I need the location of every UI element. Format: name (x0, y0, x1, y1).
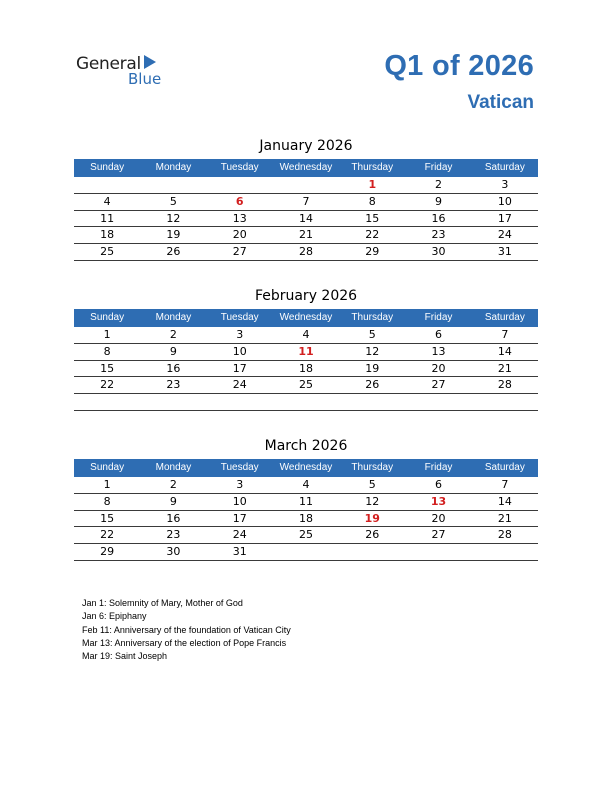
day-cell: 12 (365, 344, 380, 358)
day-cell: 4 (103, 194, 111, 208)
week-row (74, 394, 538, 411)
weekday-label: Tuesday (220, 162, 259, 173)
week-row (74, 527, 538, 544)
weekday-label: Saturday (484, 312, 525, 323)
day-cell: 3 (236, 478, 244, 491)
day-cell: 10 (497, 194, 512, 208)
day-cell: 17 (232, 511, 247, 525)
day-cell: 16 (166, 511, 181, 525)
month-calendar (74, 137, 538, 261)
day-cell: 13 (431, 344, 446, 358)
generalblue-logo (76, 52, 176, 92)
day-cell: 26 (166, 245, 181, 259)
day-cell: 27 (232, 245, 247, 259)
day-cell: 20 (431, 511, 446, 525)
day-cell: 8 (103, 494, 111, 508)
weekday-header (74, 309, 538, 327)
logo-flag-icon (142, 54, 158, 70)
week-row (74, 194, 538, 211)
holiday-note: Feb 11: Anniversary of the foundation of Vatican City (82, 624, 291, 635)
day-cell: 30 (166, 545, 181, 559)
weekday-header (74, 459, 538, 477)
week-row (74, 361, 538, 378)
day-cell (339, 394, 405, 410)
day-cell: 18 (100, 228, 115, 242)
day-cell: 18 (298, 361, 313, 375)
weekday-label: Tuesday (220, 312, 259, 323)
day-cell: 24 (497, 228, 512, 242)
day-cell (472, 544, 538, 560)
logo-blue-text: Blue (128, 70, 162, 88)
weekday-label: Wednesday (279, 162, 333, 173)
week-row (74, 494, 538, 511)
day-cell: 1 (103, 478, 111, 491)
day-cell: 13 (232, 211, 247, 225)
day-cell: 21 (497, 511, 512, 525)
week-row (74, 544, 538, 561)
day-cell: 5 (368, 328, 376, 341)
day-cell (273, 544, 339, 560)
day-cell: 19 (365, 361, 380, 375)
day-cell: 3 (501, 178, 509, 191)
day-cell: 24 (232, 528, 247, 542)
day-cell (472, 394, 538, 410)
day-cell: 25 (298, 528, 313, 542)
holiday-note: Jan 1: Solemnity of Mary, Mother of God (82, 598, 243, 608)
week-row (74, 511, 538, 528)
month-calendar (74, 287, 538, 411)
day-cell: 4 (302, 328, 310, 341)
day-cell: 12 (166, 211, 181, 225)
weekday-label: Friday (424, 312, 453, 323)
weekday-label: Wednesday (279, 462, 333, 473)
day-cell: 1 (103, 328, 111, 341)
day-cell: 13 (430, 494, 447, 508)
day-cell: 9 (169, 344, 177, 358)
holiday-notes (82, 597, 291, 663)
day-cell (273, 177, 339, 193)
weekday-label: Tuesday (220, 462, 259, 473)
week-row (74, 244, 538, 261)
day-cell: 9 (435, 194, 443, 208)
week-row (74, 344, 538, 361)
day-cell: 27 (431, 378, 446, 392)
holiday-note: Mar 19: Saint Joseph (82, 651, 168, 662)
weekday-label: Friday (424, 162, 453, 173)
weekday-label: Sunday (90, 312, 125, 323)
day-cell (140, 394, 206, 410)
day-cell: 20 (431, 361, 446, 375)
day-cell: 10 (232, 344, 247, 358)
day-cell (74, 177, 140, 193)
day-cell: 8 (103, 344, 111, 358)
day-cell: 6 (435, 478, 443, 491)
day-cell (339, 544, 405, 560)
day-cell: 19 (364, 511, 380, 525)
month-title: February 2026 (254, 288, 358, 304)
day-cell: 14 (497, 494, 512, 508)
day-cell: 15 (100, 361, 115, 375)
day-cell: 29 (100, 545, 115, 559)
weekday-label: Monday (155, 462, 192, 473)
day-cell: 25 (298, 378, 313, 392)
day-cell (207, 394, 273, 410)
day-cell: 26 (365, 378, 380, 392)
day-cell (405, 394, 471, 410)
holiday-note: Jan 6: Epiphany (82, 611, 147, 622)
day-cell: 14 (497, 344, 512, 358)
logo-general-text: General (76, 54, 141, 74)
weekday-label: Monday (155, 312, 192, 323)
day-cell: 11 (298, 494, 313, 508)
day-cell: 11 (100, 211, 115, 225)
day-cell: 17 (232, 361, 247, 375)
day-cell: 2 (169, 328, 177, 341)
week-row (74, 211, 538, 228)
day-cell: 18 (298, 511, 313, 525)
day-cell: 16 (166, 361, 181, 375)
day-cell: 14 (298, 211, 313, 225)
weekday-label: Saturday (484, 462, 525, 473)
day-cell: 12 (365, 494, 380, 508)
weekday-label: Sunday (90, 162, 125, 173)
day-cell: 5 (368, 478, 376, 491)
day-cell: 31 (497, 245, 512, 259)
day-cell: 23 (431, 228, 446, 242)
week-row (74, 177, 538, 194)
weekday-label: Saturday (484, 162, 525, 173)
day-cell (140, 177, 206, 193)
day-cell: 22 (100, 378, 115, 392)
day-cell: 20 (232, 228, 247, 242)
country-subtitle: Vatican (467, 92, 534, 113)
week-row (74, 377, 538, 394)
weekday-label: Wednesday (279, 312, 333, 323)
day-cell: 24 (232, 378, 247, 392)
day-cell: 6 (235, 194, 244, 208)
holiday-note: Mar 13: Anniversary of the election of Pope Francis (82, 637, 287, 648)
day-cell (207, 177, 273, 193)
weekday-label: Thursday (351, 462, 394, 473)
day-cell: 11 (298, 344, 314, 358)
day-cell: 15 (365, 211, 380, 225)
day-cell: 23 (166, 378, 181, 392)
week-row (74, 327, 538, 344)
day-cell: 26 (365, 528, 380, 542)
weekday-label: Friday (424, 462, 453, 473)
page-title: Q1 of 2026 (384, 50, 534, 82)
day-cell (405, 544, 471, 560)
day-cell: 31 (232, 545, 247, 559)
day-cell: 17 (497, 211, 512, 225)
weekday-label: Monday (155, 162, 192, 173)
day-cell: 23 (166, 528, 181, 542)
day-cell: 8 (368, 194, 376, 208)
day-cell: 9 (169, 494, 177, 508)
day-cell: 6 (435, 328, 443, 341)
day-cell: 2 (435, 178, 443, 191)
day-cell: 15 (100, 511, 115, 525)
day-cell: 25 (100, 245, 115, 259)
day-cell: 3 (236, 328, 244, 341)
day-cell: 4 (302, 478, 310, 491)
day-cell: 7 (302, 194, 310, 208)
weekday-label: Thursday (351, 162, 394, 173)
day-cell: 22 (365, 228, 380, 242)
day-cell: 30 (431, 245, 446, 259)
day-cell (273, 394, 339, 410)
day-cell: 16 (431, 211, 446, 225)
day-cell: 1 (368, 178, 377, 191)
day-cell: 7 (501, 328, 509, 341)
day-cell: 2 (169, 478, 177, 491)
weekday-header (74, 159, 538, 177)
day-cell: 28 (298, 245, 313, 259)
day-cell: 21 (497, 361, 512, 375)
weekday-label: Thursday (351, 312, 394, 323)
month-title: January 2026 (259, 138, 353, 154)
day-cell: 19 (166, 228, 181, 242)
week-row (74, 477, 538, 494)
day-cell: 22 (100, 528, 115, 542)
month-title: March 2026 (264, 438, 348, 454)
day-cell: 29 (365, 245, 380, 259)
day-cell (74, 394, 140, 410)
month-calendar (74, 437, 538, 561)
day-cell: 27 (431, 528, 446, 542)
day-cell: 28 (497, 378, 512, 392)
day-cell: 7 (501, 478, 509, 491)
day-cell: 5 (169, 194, 177, 208)
week-row (74, 227, 538, 244)
day-cell: 21 (298, 228, 313, 242)
day-cell: 28 (497, 528, 512, 542)
day-cell: 10 (232, 494, 247, 508)
weekday-label: Sunday (90, 462, 125, 473)
